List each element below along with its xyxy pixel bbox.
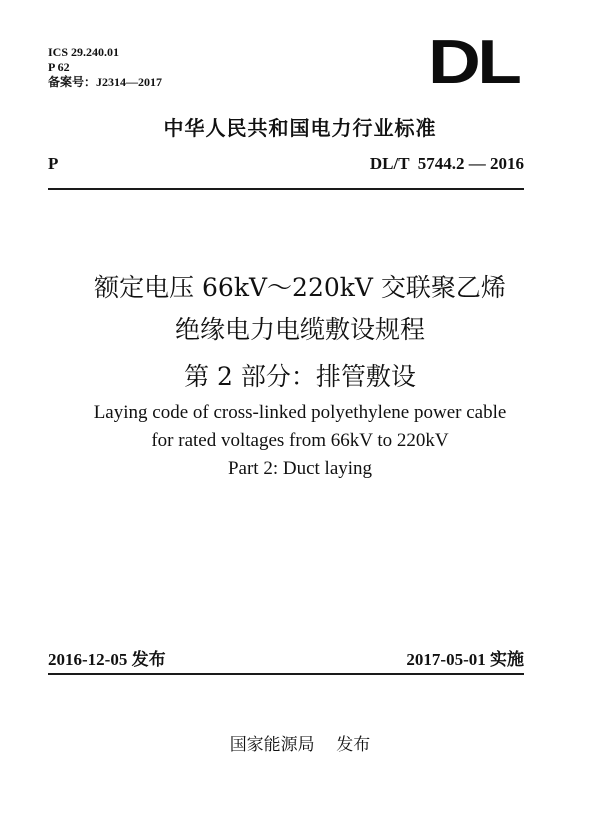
record-number: 备案号：J2314—2017 (48, 75, 163, 89)
title-en-line-1: Laying code of cross-linked polyethylene power cable (93, 402, 507, 423)
title-zh-line-3: 第 2 部分：排管敷设 (184, 362, 416, 391)
standard-category-title: 中华人民共和国电力行业标准 (163, 116, 437, 140)
title-zh-line-1: 额定电压 66kV～220kV 交联聚乙烯 (94, 273, 506, 302)
bottom-divider (48, 673, 524, 675)
issuing-authority: 国家能源局 发布 (229, 735, 371, 755)
standard-code: DL/T 5744.2 — 2016 (369, 154, 524, 173)
ccs-code: P 62 (48, 60, 70, 74)
ics-code: ICS 29.240.01 (48, 45, 120, 59)
title-zh-line-2: 绝缘电力电缆敷设规程 (174, 315, 425, 344)
dl-logo: DL (428, 28, 519, 97)
classification-letter: P (48, 154, 59, 173)
implementation-date: 2017-05-01 实施 (406, 650, 524, 669)
title-en-line-3: Part 2: Duct laying (227, 458, 373, 479)
top-divider (48, 188, 524, 190)
issue-date: 2016-12-05 发布 (48, 650, 166, 669)
title-en-line-2: for rated voltages from 66kV to 220kV (151, 430, 449, 451)
